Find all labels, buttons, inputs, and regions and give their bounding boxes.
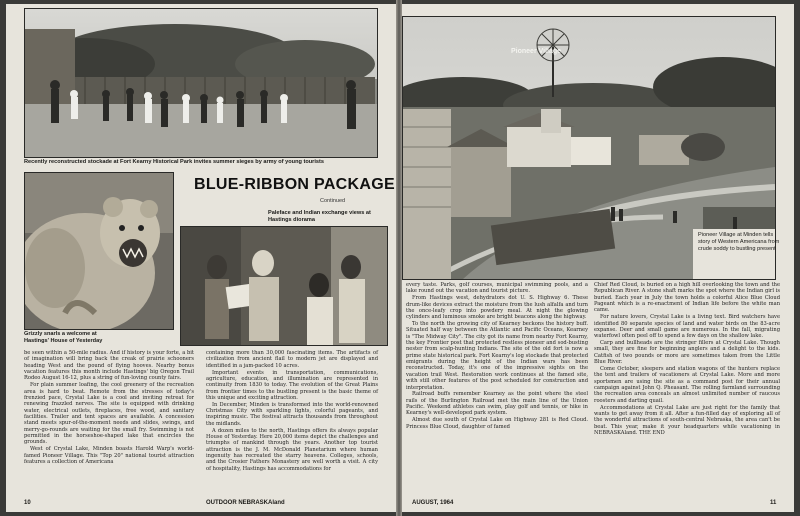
article-subhead: Continued: [320, 198, 346, 204]
left-column-2: [206, 350, 378, 473]
paragraph: containing more than 30,000 fascinating items. The artifacts of civilization from ancient flail to modern jet are displayed and identified in a jam-packed 10 acres.: [206, 350, 378, 369]
left-page-number: 10: [24, 500, 31, 506]
paragraph: From Hastings west, dehydrators dot U. S. Highway 6. These drum-like devices extract the moisture from the lush alfalfa and turn the once-leafy crop into powdery meal. At night the glowing cylinders and luminous smoke are bright beacons along the highway.: [406, 295, 588, 321]
right-page: [402, 4, 794, 512]
diorama-caption: Paleface and Indian exchange views at Hastings diorama: [268, 210, 371, 223]
left-footer-title: OUTDOOR NEBRASKAland: [206, 500, 285, 506]
paragraph: For nature lovers, Crystal Lake is a living text. Bird watchers have identified 80 separate species of land and water birds on the 83-acre expanse. Deer and small game are numerous. In the fall, migrating waterfowl often peel off to spend a few days on the shallow lake.: [594, 314, 780, 340]
grizzly-caption: Grizzly snarls a welcome at Hastings' House of Yesterday: [24, 331, 103, 344]
pioneer-village-caption: Pioneer Village at Minden tells story of Western Americana from crude soddy to bustling present: [698, 232, 780, 252]
paragraph: A dozen miles to the north, Hastings offers its always popular House of Yesterday. Here 20,000 items depict the challenges and triumphs of mankind through the years. Another top tourist attraction is the J. M. McDonald Planetarium where human ingenuity has recreated the starry heavens. Colleges, schools, and the Crosier Fathers Monastery are well worth a visit. A city of hospitality, Hastings has accommodations for: [206, 427, 378, 472]
paragraph: For plain summer loafing, the cool greenery of the recreation area is hard to beat. Remote from the stresses of today's frenzied pace, Crystal Lake is a cool and inviting retreat for renewing frazzled nerves. The site is equipped with drinking water, electrical outlets, fireplaces, free wood, and sanitary facilities. Trailer and tent spaces are available. A concession stand meets spur-of-the-moment needs and slides, swings, and merry-go-rounds are waiting for the small fry. Swimming is not permitted in the horseshoe-shaped lake that encircles the grounds.: [24, 382, 194, 446]
pioneer-village-sign: Pioneer Village: [511, 48, 562, 55]
paragraph: West of Crystal Lake, Minden boasts Harold Warp's world-famed Pioneer Village. This "Top 20" national tourist attraction features a collection of Americana: [24, 446, 194, 465]
article-headline: BLUE-RIBBON PACKAGE: [194, 176, 395, 193]
paragraph: Railroad buffs remember Kearney as the point where the steel rails of the Burlington Railroad met the main line of the Union Pacific. Weekend athletes can swim, play golf and tennis, or hike in Kearney's well-developed park system.: [406, 391, 588, 417]
paragraph: be seen within a 50-mile radius. And if history is your forte, a bit of imagination will bring back the creak of prairie schooners heading West and the pound of flying hooves. Nearby bonus vacation features this month include Hastings' big Oregon Trail Rodeo August 16-12, plus a string of fun-loving county fairs.: [24, 350, 194, 382]
stockade-photo: [24, 8, 378, 158]
stockade-caption: Recently reconstructed stockade at Fort Kearny Historical Park invites summer sieges by army of young tourists: [24, 159, 324, 165]
right-page-number: 11: [770, 500, 777, 506]
paragraph: Carp and bullheads are the stringer fillers at Crystal Lake. Though small, they are fine for beginning anglers and a delight to the kids. Catfish of two pounds or more are sometimes taken from the Little Blue River.: [594, 340, 780, 366]
right-column-1: [406, 282, 588, 430]
right-footer-date: AUGUST, 1964: [412, 500, 454, 506]
paragraph: Almost due south of Crystal Lake on Highway 281 is Red Cloud. Princess Blue Cloud, daughter of famed: [406, 417, 588, 430]
paragraph: Come October, sleepers and station wagons of the hunters replace the tent and trailers of vacationers at Crystal Lake. More and more sportsmen are using the site as a command post for their annual campaign against John Q. Pheasant. The rolling farmland surrounding the recreation area conceals an almost unlimited number of raucous roosters and darting quail.: [594, 365, 780, 404]
paragraph: Important events in transportation, communications, agriculture, education, and illumination are represented in continuity from 1830 to today. The evolution of the Great Plains from frontier times to the bustling present is the basic theme of this unique and exciting attraction.: [206, 369, 378, 401]
paragraph: Accommodations at Crystal Lake are just right for the family that wants to get away from it all. After a fun-filled day of exploring all of the wonderful attractions of south-central Nebraska, the area can't be beat. This year, make it your headquarters while vacationing in NEBRASKAland. THE END: [594, 404, 780, 436]
stockade-photo-image: [25, 9, 377, 157]
diorama-photo: [180, 226, 388, 346]
left-page: [6, 4, 396, 512]
left-column-1: [24, 350, 194, 466]
diorama-photo-image: [181, 227, 387, 345]
paragraph: To the north the growing city of Kearney beckons the history buff. Situated half way between the Atlantic and Pacific Oceans, Kearney is "The Midway City". The city got its name from nearby Fort Kearny, the key Frontier post that protected restless pioneer and sod-busting nester from scalp-hunting Indians. The site of the old fort is now a prime state historical park. Fort Kearny's log stockade that protected emigrants during the height of the Indian wars has been reconstructed. Today, it's one of the impressive sights on the vacation trail West. Restoration work continues at the famed site, with still other features of the post scheduled for construction and interpretation.: [406, 321, 588, 391]
grizzly-photo-image: [25, 173, 173, 329]
grizzly-photo: [24, 172, 174, 330]
paragraph: every taste. Parks, golf courses, municipal swimming pools, and a lake round out the vacation and tourist picture.: [406, 282, 588, 295]
paragraph: Chief Red Cloud, is buried on a high hill overlooking the town and the Republican River. A stone shaft marks the spot where the Indian girl is buried. Each year in July the town holds a colorful Alice Blue Cloud Pageant which is a re-enactment of Indian life before the white man came.: [594, 282, 780, 314]
paragraph: In December, Minden is transformed into the world-renowned Christmas City with sparkling lights, colorful pageants, and inspiring music. The festival attracts thousands from throughout the midlands.: [206, 401, 378, 427]
right-column-2: [594, 282, 780, 437]
